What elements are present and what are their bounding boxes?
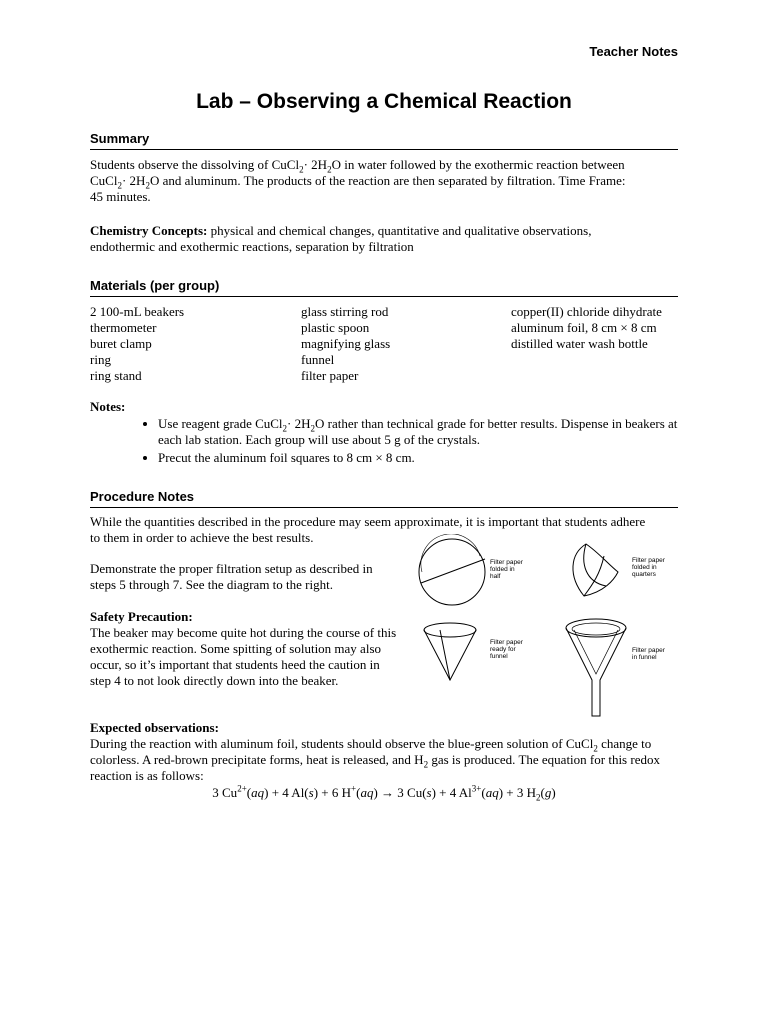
- caption-funnel-line1: Filter paper: [632, 647, 665, 654]
- material-item: copper(II) chloride dihydrate: [511, 304, 662, 319]
- summary-text: Students observe the dissolving of CuCl$_2$· $2H_2O$ in water followed by the exothermic reaction between CuCl$_2$· $2H_2O$ and aluminum. The products of the reaction are then separated by filtration. Time Frame: 45 minutes.: [90, 157, 626, 204]
- material-item: magnifying glass: [301, 336, 391, 351]
- procedure-intro: While the quantities described in the procedure may seem approximate, it is important that students adhere to them in order to achieve the best results.: [90, 514, 646, 545]
- safety-text: The beaker may become quite hot during the course of this exothermic reaction. Some spitting of solution may also occur, so it’s important that students heed the caution in step 4 to not look directly down into the beaker.: [90, 625, 397, 688]
- expected-label: Expected observations:: [90, 720, 219, 735]
- materials-column-2: [301, 304, 390, 384]
- notes-label: Notes:: [90, 399, 126, 414]
- material-item: thermometer: [90, 320, 157, 335]
- material-item: glass stirring rod: [301, 304, 389, 319]
- material-item: ring stand: [90, 368, 142, 383]
- filter-paper-cone: [424, 623, 476, 680]
- material-item: ring: [90, 352, 111, 367]
- caption-half-line1: Filter paper: [490, 559, 523, 566]
- teacher-notes-label: Teacher Notes: [589, 44, 678, 59]
- caption-half-line3: half: [490, 573, 501, 580]
- materials-heading: Materials (per group): [90, 278, 678, 297]
- note-item: • Precut the aluminum foil squares to 8 cm × 8 cm.: [158, 450, 678, 466]
- material-item: filter paper: [301, 368, 359, 383]
- notes-list: [138, 416, 678, 468]
- chemistry-concepts: Chemistry Concepts: physical and chemical changes, quantitative and qualitative observations, endothermic and exothermic reactions, separation by filtration: [90, 223, 592, 254]
- procedure-heading: Procedure Notes: [90, 489, 678, 508]
- caption-quarter-line3: quarters: [632, 571, 656, 578]
- caption-cone-line3: funnel: [490, 653, 508, 660]
- material-item: buret clamp: [90, 336, 152, 351]
- note-item: • Use reagent grade CuCl$_2$· $2H_2O$ rather than technical grade for better results. Dispense in beakers at each lab station. Each group will use about 5 g of the crystals.: [158, 416, 678, 448]
- material-item: 2 100-mL beakers: [90, 304, 185, 319]
- caption-quarter-line1: Filter paper: [632, 557, 665, 564]
- page-title: Lab – Observing a Chemical Reaction: [196, 90, 572, 113]
- caption-funnel-line2: in funnel: [632, 654, 657, 661]
- materials-column-1: [90, 304, 184, 384]
- summary-heading: Summary: [90, 131, 678, 150]
- caption-cone-line1: Filter paper: [490, 639, 523, 646]
- filtration-diagram: [418, 534, 688, 720]
- materials-column-3: [511, 304, 662, 352]
- filtration-instructions: Demonstrate the proper filtration setup as described in steps 5 through 7. See the diagram to the right.: [90, 561, 373, 592]
- filter-paper-half-fold: [419, 534, 485, 605]
- safety-label: Safety Precaution:: [90, 609, 193, 624]
- expected-text: During the reaction with aluminum foil, students should observe the blue-green solution of CuCl$_2$ change to colorless. A red-brown precipitate forms, heat is released, and $H_2$ gas is produced. The equation for this redox reaction is as follows:: [90, 736, 660, 783]
- material-item: funnel: [301, 352, 335, 367]
- material-item: plastic spoon: [301, 320, 370, 335]
- caption-half-line2: folded in: [490, 566, 515, 573]
- caption-cone-line2: ready for: [490, 646, 516, 653]
- filter-paper-quarter-fold: [573, 544, 618, 596]
- material-item: distilled water wash bottle: [511, 336, 648, 351]
- caption-quarter-line2: folded in: [632, 564, 657, 571]
- material-item: aluminum foil, 8 cm × 8 cm: [511, 320, 657, 335]
- filter-funnel: [566, 619, 626, 716]
- redox-equation: 3 $Cu^{2+}(aq) + 4$ Al(s) + 6 H+(aq) → 3 Cu(s) + 4 $Al^{3+}(aq) + 3$ $H_2(g)$: [212, 783, 556, 803]
